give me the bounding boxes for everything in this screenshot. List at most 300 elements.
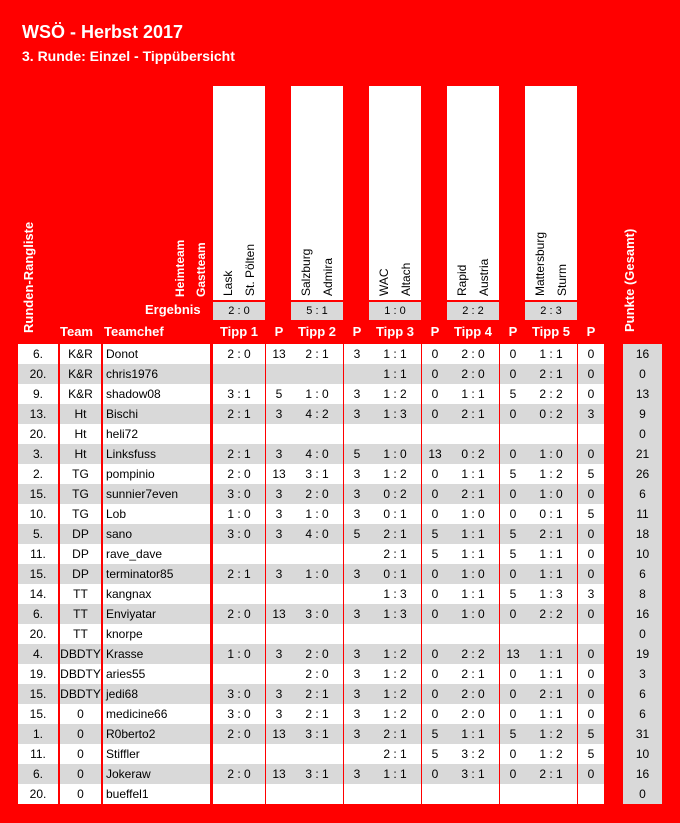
total-cell: 0	[639, 367, 646, 381]
points-cell	[578, 784, 604, 804]
team-cell: 0	[77, 787, 84, 801]
tipp-cell: 1 : 3	[539, 587, 563, 601]
tipp-cell: 0 : 2	[383, 487, 407, 501]
points-cell	[344, 784, 370, 804]
team-cell: K&R	[68, 387, 93, 401]
tipp-cell: 1 : 0	[383, 447, 407, 461]
tipp-cell: 1 : 0	[461, 507, 485, 521]
points-cell: 3	[353, 567, 361, 581]
points-cell: 3	[275, 527, 283, 541]
tipp-cell	[447, 624, 499, 644]
team-cell: 0	[77, 707, 84, 721]
tipp-cell: 1 : 1	[461, 387, 485, 401]
points-cell	[500, 424, 526, 444]
tipp-cell: 2 : 1	[461, 487, 485, 501]
points-cell: 13	[428, 447, 442, 461]
points-cell: 0	[509, 607, 517, 621]
points-cell: 0	[587, 527, 595, 541]
tipp-cell: 1 : 1	[539, 347, 563, 361]
points-cell: 0	[431, 407, 439, 421]
points-cell	[344, 424, 370, 444]
points-cell: 0	[587, 767, 595, 781]
tipp-cell: 1 : 2	[383, 387, 407, 401]
points-cell: 0	[509, 367, 517, 381]
rank-cell: 15.	[29, 487, 47, 501]
points-cell: 3	[275, 447, 283, 461]
p-header-1: P	[274, 324, 284, 339]
total-cell: 10	[635, 747, 650, 761]
tipp-cell: 3 : 1	[461, 767, 485, 781]
points-cell	[266, 544, 292, 564]
team-cell: 0	[77, 727, 84, 741]
total-cell: 0	[639, 627, 646, 641]
tipp-cell: 1 : 2	[539, 467, 563, 481]
page-subtitle: 3. Runde: Einzel - Tippübersicht	[22, 48, 235, 64]
rank-cell: 3.	[32, 447, 43, 461]
tipp-cell: 3 : 0	[227, 707, 251, 721]
teamchef-cell: jedi68	[106, 687, 139, 701]
teamchef-cell: Jokeraw	[106, 767, 151, 781]
points-cell: 0	[587, 547, 595, 561]
total-cell: 6	[639, 687, 646, 701]
tipp-cell: 1 : 1	[539, 647, 563, 661]
points-cell: 0	[587, 567, 595, 581]
points-cell	[266, 624, 292, 644]
tipp-cell	[525, 424, 577, 444]
teamchef-cell: kangnax	[106, 587, 152, 601]
points-cell: 0	[587, 687, 595, 701]
points-cell: 5	[431, 547, 439, 561]
result-2: 5 : 1	[291, 302, 343, 320]
tipp-cell: 2 : 1	[227, 447, 251, 461]
tipp-cell: 2 : 0	[227, 767, 251, 781]
points-cell: 0	[509, 767, 517, 781]
tipp-cell: 2 : 1	[383, 547, 407, 561]
rank-cell: 9.	[32, 387, 43, 401]
p-header-3: P	[430, 324, 440, 339]
tipp-cell: 2 : 0	[305, 667, 329, 681]
points-cell: 0	[587, 707, 595, 721]
heimteam-label: Heimteam	[173, 239, 187, 297]
points-cell: 3	[275, 407, 283, 421]
teamchef-cell: chris1976	[106, 367, 159, 381]
rank-cell: 15.	[29, 707, 47, 721]
tipp-cell: 1 : 1	[539, 707, 563, 721]
tipp-cell: 1 : 0	[227, 647, 251, 661]
tipp-cell: 1 : 1	[383, 767, 407, 781]
points-cell: 3	[353, 347, 361, 361]
tipp-cell: 1 : 3	[383, 607, 407, 621]
points-cell: 0	[587, 367, 595, 381]
tipp-cell: 2 : 2	[539, 607, 563, 621]
points-cell	[500, 784, 526, 804]
teamchef-cell: Stiffler	[106, 747, 140, 761]
total-cell: 11	[636, 507, 649, 521]
tipp-cell: 2 : 1	[539, 687, 563, 701]
points-cell: 0	[587, 667, 595, 681]
tipp-header-4: Tipp 4	[453, 324, 493, 339]
teamchef-cell: sunnier7even	[106, 487, 179, 501]
tipp-cell: 2 : 0	[227, 727, 251, 741]
points-cell: 5	[431, 727, 439, 741]
tipp-cell: 1 : 3	[383, 407, 407, 421]
tipp-cell: 4 : 0	[305, 447, 329, 461]
teamchef-cell: Krasse	[106, 647, 144, 661]
teamchef-cell: Donot	[106, 347, 139, 361]
points-cell: 0	[587, 487, 595, 501]
tipp-cell: 1 : 1	[383, 347, 407, 361]
tipp-cell: 3 : 0	[227, 687, 251, 701]
total-cell: 0	[639, 427, 646, 441]
tipp-cell: 2 : 1	[461, 667, 485, 681]
tipp-cell: 1 : 2	[383, 647, 407, 661]
total-cell: 9	[639, 407, 646, 421]
tipp-cell: 2 : 0	[461, 687, 485, 701]
tipp-cell	[369, 784, 421, 804]
tipp-cell	[525, 624, 577, 644]
total-cell: 31	[635, 727, 650, 741]
tipp-cell	[291, 584, 343, 604]
tipp-cell	[369, 424, 421, 444]
tipp-cell	[213, 784, 265, 804]
tipp-cell: 1 : 2	[383, 667, 407, 681]
tipp-cell: 1 : 2	[383, 687, 407, 701]
points-cell: 0	[509, 667, 517, 681]
points-cell: 3	[275, 487, 283, 501]
rank-cell: 6.	[32, 347, 43, 361]
tipp-cell	[213, 624, 265, 644]
points-cell: 3	[275, 647, 283, 661]
team-cell: TT	[73, 607, 88, 621]
tipp-cell: 1 : 0	[305, 387, 329, 401]
tipp-cell: 4 : 0	[305, 527, 329, 541]
home-team-4: Rapid	[455, 264, 469, 296]
page-title: WSÖ - Herbst 2017	[22, 22, 184, 42]
rank-cell: 4.	[32, 647, 43, 661]
points-cell: 0	[509, 747, 517, 761]
points-cell	[266, 364, 292, 384]
team-header: Team	[60, 324, 93, 339]
total-cell: 10	[635, 547, 650, 561]
team-cell: TG	[72, 467, 89, 481]
points-cell: 13	[272, 467, 286, 481]
rank-cell: 2.	[32, 467, 43, 481]
rank-cell: 11.	[30, 547, 46, 561]
team-cell: DBDTY	[60, 687, 101, 701]
tipp-cell: 0 : 1	[539, 507, 563, 521]
tipp-cell: 1 : 3	[383, 587, 407, 601]
points-cell: 0	[587, 347, 595, 361]
tipp-cell: 1 : 2	[539, 747, 563, 761]
tipp-cell: 2 : 1	[227, 407, 251, 421]
tipp-cell	[291, 424, 343, 444]
teamchef-cell: knorpe	[106, 627, 143, 641]
tipp-cell	[291, 364, 343, 384]
rank-cell: 20.	[29, 427, 47, 441]
tipp-cell: 1 : 0	[305, 507, 329, 521]
tipp-cell	[213, 544, 265, 564]
rank-cell: 13.	[29, 407, 47, 421]
points-cell	[578, 624, 604, 644]
rank-cell: 15.	[29, 567, 47, 581]
points-cell: 3	[353, 507, 361, 521]
points-cell: 0	[509, 347, 517, 361]
tipp-cell: 0 : 1	[383, 507, 407, 521]
points-cell: 3	[353, 407, 361, 421]
team-cell: TG	[72, 507, 89, 521]
result-3: 1 : 0	[369, 302, 421, 320]
away-team-4: Austria	[477, 258, 491, 296]
total-cell: 3	[639, 667, 646, 681]
rank-cell: 1.	[32, 727, 43, 741]
away-team-5: Sturm	[555, 263, 569, 296]
tipp-cell: 3 : 0	[305, 607, 329, 621]
teamchef-cell: Linksfuss	[106, 447, 157, 461]
points-cell: 5	[509, 547, 517, 561]
p-header-2: P	[352, 324, 362, 339]
points-cell: 0	[431, 607, 439, 621]
team-cell: Ht	[74, 407, 87, 421]
team-cell: TT	[73, 627, 88, 641]
points-cell: 13	[506, 647, 520, 661]
points-cell: 0	[509, 407, 517, 421]
points-cell: 0	[587, 607, 595, 621]
points-cell: 0	[587, 387, 595, 401]
points-cell	[578, 424, 604, 444]
tipp-cell: 3 : 0	[227, 487, 251, 501]
tipp-cell: 3 : 1	[227, 387, 251, 401]
tipp-cell: 3 : 2	[461, 747, 485, 761]
teamchef-cell: rave_dave	[106, 547, 163, 561]
tipp-cell: 2 : 1	[383, 527, 407, 541]
tipp-cell: 2 : 1	[539, 767, 563, 781]
tipp-cell	[213, 424, 265, 444]
team-cell: DP	[72, 547, 89, 561]
tipp-cell: 2 : 1	[305, 347, 329, 361]
points-cell: 5	[353, 527, 361, 541]
points-cell: 3	[353, 687, 361, 701]
points-cell	[344, 624, 370, 644]
tipp-cell: 2 : 1	[305, 707, 329, 721]
total-cell: 16	[635, 607, 650, 621]
points-cell: 5	[509, 467, 517, 481]
tipp-header-5: Tipp 5	[531, 324, 571, 339]
points-cell: 3	[275, 707, 283, 721]
tipp-cell	[447, 784, 499, 804]
points-cell	[266, 584, 292, 604]
tipp-header-2: Tipp 2	[297, 324, 337, 339]
teamchef-cell: sano	[106, 527, 133, 541]
team-cell: DP	[72, 567, 89, 581]
points-cell: 5	[509, 727, 517, 741]
tipp-cell: 1 : 0	[461, 607, 485, 621]
tipp-cell: 2 : 1	[383, 727, 407, 741]
total-cell: 18	[635, 527, 650, 541]
tipp-cell: 1 : 1	[461, 547, 485, 561]
points-cell: 3	[587, 587, 595, 601]
tipp-cell	[213, 364, 265, 384]
punkte-label: Punkte (Gesamt)	[622, 228, 637, 332]
tipp-cell: 3 : 1	[305, 767, 329, 781]
team-cell: K&R	[68, 347, 93, 361]
rank-cell: 15.	[29, 687, 47, 701]
tipp-cell	[291, 744, 343, 764]
tipp-cell: 0 : 1	[383, 567, 407, 581]
points-cell: 3	[353, 387, 361, 401]
tipp-cell: 1 : 1	[539, 547, 563, 561]
total-cell: 6	[639, 487, 646, 501]
points-cell: 13	[272, 347, 286, 361]
points-cell: 0	[431, 367, 439, 381]
points-cell: 0	[431, 467, 439, 481]
tipp-cell: 1 : 0	[539, 447, 563, 461]
result-5: 2 : 3	[525, 302, 577, 320]
points-cell: 5	[275, 387, 283, 401]
tipp-cell	[525, 784, 577, 804]
points-cell: 3	[353, 727, 361, 741]
total-cell: 8	[639, 587, 646, 601]
points-cell	[344, 544, 370, 564]
points-cell	[344, 364, 370, 384]
teamchef-header: Teamchef	[104, 324, 164, 339]
points-cell: 0	[509, 707, 517, 721]
points-cell: 5	[509, 387, 517, 401]
points-cell	[422, 784, 448, 804]
game-column-1	[213, 86, 265, 300]
tipp-cell	[213, 744, 265, 764]
points-cell: 3	[353, 767, 361, 781]
tipp-cell	[369, 624, 421, 644]
team-cell: DBDTY	[60, 667, 101, 681]
tipp-cell: 3 : 1	[305, 727, 329, 741]
tipp-cell: 2 : 0	[227, 607, 251, 621]
tipp-header-3: Tipp 3	[375, 324, 415, 339]
rank-cell: 19.	[29, 667, 47, 681]
tipp-cell: 2 : 0	[461, 707, 485, 721]
rangliste-label: Runden-Rangliste	[21, 221, 36, 333]
tipp-cell: 1 : 2	[539, 727, 563, 741]
tipp-cell: 3 : 1	[305, 467, 329, 481]
total-cell: 26	[635, 467, 650, 481]
team-cell: K&R	[68, 367, 93, 381]
teamchef-cell: bueffel1	[106, 787, 149, 801]
result-1: 2 : 0	[213, 302, 265, 320]
tipp-cell: 1 : 1	[383, 367, 407, 381]
total-cell: 19	[635, 647, 650, 661]
points-cell: 0	[509, 567, 517, 581]
tipp-cell	[291, 624, 343, 644]
points-cell: 5	[431, 747, 439, 761]
points-cell	[422, 624, 448, 644]
rank-cell: 20.	[29, 367, 47, 381]
home-team-1: Lask	[221, 270, 235, 296]
away-team-3: Altach	[399, 262, 413, 296]
tipp-header-1: Tipp 1	[219, 324, 259, 339]
rank-cell: 6.	[32, 767, 43, 781]
points-cell: 0	[431, 707, 439, 721]
tipp-cell: 1 : 1	[539, 567, 563, 581]
tipp-cell: 2 : 2	[539, 387, 563, 401]
points-cell: 5	[509, 527, 517, 541]
tipp-cell: 2 : 0	[305, 647, 329, 661]
team-cell: 0	[77, 767, 84, 781]
points-cell: 0	[587, 447, 595, 461]
points-cell: 0	[431, 687, 439, 701]
gastteam-label: Gastteam	[194, 242, 208, 297]
points-cell: 0	[431, 667, 439, 681]
team-cell: 0	[77, 747, 84, 761]
rank-cell: 6.	[32, 607, 43, 621]
total-cell: 6	[639, 707, 646, 721]
tipp-cell	[213, 584, 265, 604]
points-cell	[266, 424, 292, 444]
points-cell: 3	[353, 647, 361, 661]
points-cell: 3	[275, 687, 283, 701]
team-cell: TG	[72, 487, 89, 501]
tipp-cell: 2 : 1	[461, 407, 485, 421]
tipp-cell: 3 : 0	[227, 527, 251, 541]
teamchef-cell: medicine66	[106, 707, 168, 721]
tipp-cell: 0 : 2	[539, 407, 563, 421]
points-cell: 0	[431, 487, 439, 501]
total-cell: 16	[635, 767, 650, 781]
points-cell	[266, 784, 292, 804]
tipp-cell: 2 : 1	[539, 527, 563, 541]
rank-cell: 14.	[29, 587, 47, 601]
points-cell: 5	[431, 527, 439, 541]
tipp-cell: 2 : 0	[305, 487, 329, 501]
points-cell: 5	[353, 447, 361, 461]
tipp-cell: 1 : 1	[461, 727, 485, 741]
points-cell: 0	[431, 647, 439, 661]
points-cell	[266, 744, 292, 764]
tipp-cell: 1 : 1	[539, 667, 563, 681]
tipp-cell: 2 : 2	[461, 647, 485, 661]
teamchef-cell: R0berto2	[106, 727, 156, 741]
home-team-2: Salzburg	[299, 248, 313, 296]
points-cell: 0	[431, 587, 439, 601]
tipp-cell: 1 : 0	[461, 567, 485, 581]
total-cell: 6	[639, 567, 646, 581]
points-cell	[500, 624, 526, 644]
ergebnis-label: Ergebnis	[145, 302, 201, 317]
rank-cell: 10.	[29, 507, 47, 521]
tipp-cell: 4 : 2	[305, 407, 329, 421]
points-cell: 13	[272, 767, 286, 781]
total-cell: 0	[639, 787, 646, 801]
points-cell	[422, 424, 448, 444]
points-cell: 13	[272, 727, 286, 741]
points-cell: 3	[353, 667, 361, 681]
team-cell: Ht	[74, 427, 87, 441]
points-cell: 0	[509, 487, 517, 501]
points-cell: 0	[509, 687, 517, 701]
tipp-cell: 0 : 2	[461, 447, 485, 461]
total-cell: 16	[635, 347, 650, 361]
p-header-4: P	[508, 324, 518, 339]
points-cell: 0	[431, 387, 439, 401]
points-cell	[266, 664, 292, 684]
points-cell: 5	[587, 747, 595, 761]
rank-cell: 11.	[30, 747, 46, 761]
tipp-cell: 1 : 2	[383, 467, 407, 481]
team-cell: DP	[72, 527, 89, 541]
teamchef-cell: Lob	[106, 507, 127, 521]
team-cell: Ht	[74, 447, 87, 461]
tipp-cell: 2 : 1	[227, 567, 251, 581]
points-cell: 0	[431, 567, 439, 581]
points-cell: 0	[431, 347, 439, 361]
